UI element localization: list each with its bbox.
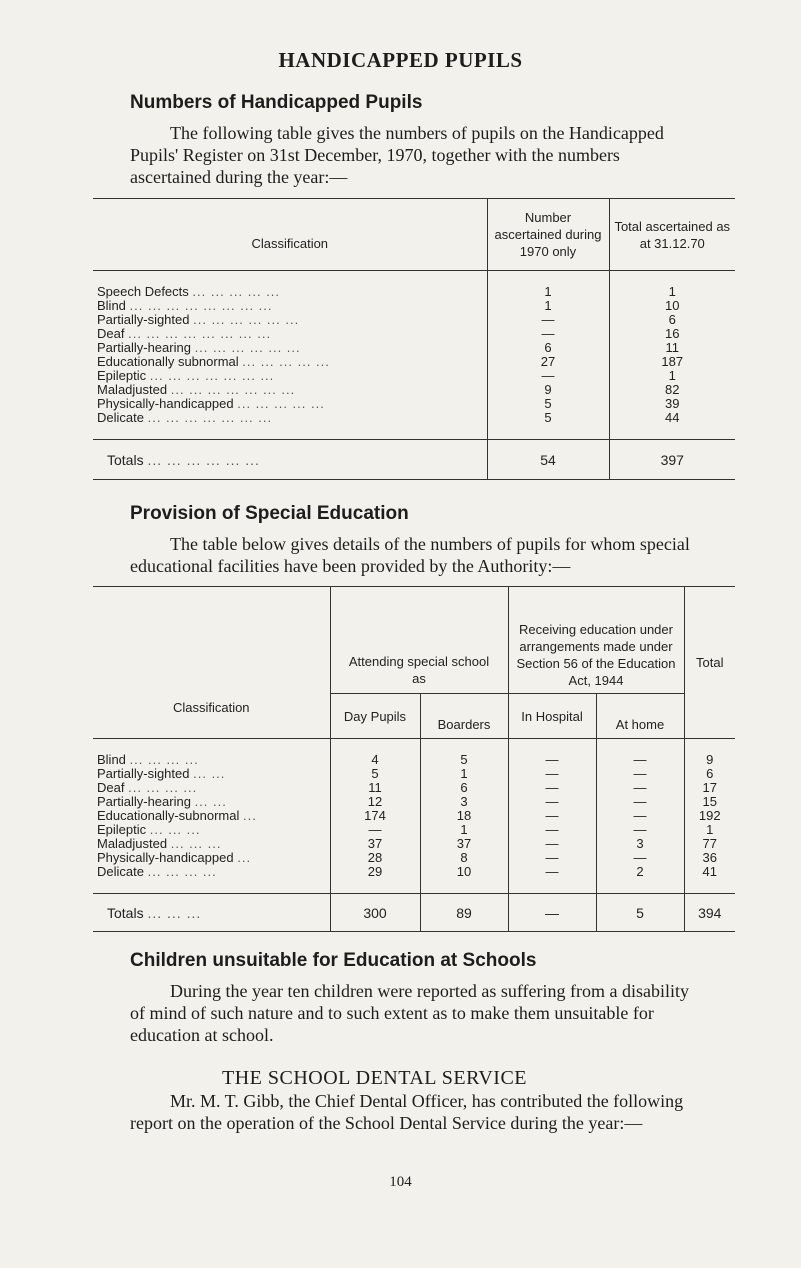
section-heading-numbers: Numbers of Handicapped Pupils xyxy=(130,92,423,113)
cell-ascertained: 6 xyxy=(487,341,609,355)
cell-total: 44 xyxy=(609,411,735,425)
cell-day: 28 xyxy=(330,851,420,865)
cell-boarders: 3 xyxy=(420,795,508,809)
cell-total: 11 xyxy=(609,341,735,355)
cell-total: 10 xyxy=(609,299,735,313)
page-number: 104 xyxy=(389,1174,412,1190)
section-heading-provision: Provision of Special Education xyxy=(130,503,409,524)
cell-boarders: 1 xyxy=(420,767,508,781)
section-heading-unsuitable: Children unsuitable for Education at Schools xyxy=(130,950,537,971)
cell-hospital: — xyxy=(508,795,596,809)
totals-boarders: 89 xyxy=(420,894,508,932)
cell-day: 4 xyxy=(330,753,420,767)
cell-ascertained: — xyxy=(487,369,609,383)
totals-total: 397 xyxy=(609,440,735,480)
col-header-day-pupils: Day Pupils xyxy=(330,694,420,739)
totals-row xyxy=(93,440,735,480)
row-label: Epileptic ... ... ... ... ... ... ... xyxy=(97,368,275,383)
table-row xyxy=(93,299,735,313)
cell-day: 11 xyxy=(330,781,420,795)
cell-total: 6 xyxy=(684,767,735,781)
table-row xyxy=(93,781,735,795)
section-intro-provision: The table below gives details of the numbers of pupils for whom special educational facilities have been provided by the Authority:— xyxy=(130,534,690,576)
totals-label: Totals ... ... ... xyxy=(107,904,202,921)
table-row xyxy=(93,809,735,823)
totals-label: Totals ... ... ... ... ... ... xyxy=(107,451,260,468)
cell-home: — xyxy=(596,809,684,823)
cell-boarders: 18 xyxy=(420,809,508,823)
cell-total: 1 xyxy=(609,285,735,299)
cell-boarders: 5 xyxy=(420,753,508,767)
col-header-in-hospital: In Hospital xyxy=(508,694,596,739)
cell-total: 15 xyxy=(684,795,735,809)
cell-boarders: 1 xyxy=(420,823,508,837)
cell-day: 174 xyxy=(330,809,420,823)
col-header-total: Total xyxy=(684,587,735,739)
row-label: Deaf ... ... ... ... ... ... ... ... xyxy=(97,326,272,341)
row-label: Partially-sighted ... ... xyxy=(97,766,226,781)
row-label: Blind ... ... ... ... xyxy=(97,752,199,767)
cell-hospital: — xyxy=(508,767,596,781)
totals-row xyxy=(93,894,735,932)
cell-boarders: 10 xyxy=(420,865,508,879)
col-header-ascertained: Number ascertained during 1970 only xyxy=(487,199,609,271)
cell-day: 5 xyxy=(330,767,420,781)
row-label: Delicate ... ... ... ... ... ... ... xyxy=(97,410,273,425)
cell-day: 37 xyxy=(330,837,420,851)
cell-ascertained: 1 xyxy=(487,299,609,313)
cell-total: 192 xyxy=(684,809,735,823)
cell-day: — xyxy=(330,823,420,837)
row-label: Maladjusted ... ... ... ... ... ... ... xyxy=(97,382,296,397)
col-header-boarders: Boarders xyxy=(420,694,508,739)
cell-hospital: — xyxy=(508,851,596,865)
table-row xyxy=(93,285,735,299)
cell-home: — xyxy=(596,781,684,795)
row-label: Maladjusted ... ... ... xyxy=(97,836,222,851)
row-label: Delicate ... ... ... ... xyxy=(97,864,217,879)
section-text-unsuitable: During the year ten children were reported as suffering from a disability of mind of such nature and to such extent as to make them unsuitable for education at school. xyxy=(130,981,689,1045)
row-label: Physically-handicapped ... xyxy=(97,850,252,865)
cell-day: 12 xyxy=(330,795,420,809)
cell-ascertained: 1 xyxy=(487,285,609,299)
totals-ascertained: 54 xyxy=(487,440,609,480)
section-intro-numbers: The following table gives the numbers of pupils on the Handicapped Pupils' Register on 31st December, 1970, together with the numbers ascertained during the year:— xyxy=(130,123,664,187)
totals-hospital: — xyxy=(508,894,596,932)
cell-home: — xyxy=(596,795,684,809)
cell-hospital: — xyxy=(508,753,596,767)
table-row xyxy=(93,823,735,837)
cell-home: — xyxy=(596,767,684,781)
totals-day: 300 xyxy=(330,894,420,932)
col-header-at-home: At home xyxy=(596,694,684,739)
table-row xyxy=(93,795,735,809)
cell-total: 41 xyxy=(684,865,735,879)
row-label: Speech Defects ... ... ... ... ... xyxy=(97,284,281,299)
cell-ascertained: — xyxy=(487,313,609,327)
cell-total: 6 xyxy=(609,313,735,327)
table-row xyxy=(93,767,735,781)
cell-day: 29 xyxy=(330,865,420,879)
cell-home: — xyxy=(596,851,684,865)
page-title: HANDICAPPED PUPILS xyxy=(278,48,523,72)
cell-hospital: — xyxy=(508,781,596,795)
table-row xyxy=(93,383,735,397)
cell-ascertained: 9 xyxy=(487,383,609,397)
row-label: Epileptic ... ... ... xyxy=(97,822,201,837)
cell-home: 3 xyxy=(596,837,684,851)
table-row xyxy=(93,851,735,865)
table-row xyxy=(93,837,735,851)
cell-home: — xyxy=(596,823,684,837)
cell-total: 1 xyxy=(684,823,735,837)
cell-ascertained: 5 xyxy=(487,411,609,425)
cell-total: 1 xyxy=(609,369,735,383)
row-label: Educationally-subnormal ... xyxy=(97,808,257,823)
row-label: Deaf ... ... ... ... xyxy=(97,780,198,795)
cell-ascertained: — xyxy=(487,327,609,341)
cell-ascertained: 27 xyxy=(487,355,609,369)
table-row xyxy=(93,341,735,355)
row-label: Educationally subnormal ... ... ... ... ... xyxy=(97,354,330,369)
cell-total: 36 xyxy=(684,851,735,865)
totals-total: 394 xyxy=(684,894,735,932)
cell-boarders: 6 xyxy=(420,781,508,795)
cell-home: 2 xyxy=(596,865,684,879)
table-row xyxy=(93,865,735,879)
cell-boarders: 8 xyxy=(420,851,508,865)
cell-total: 9 xyxy=(684,753,735,767)
row-label: Blind ... ... ... ... ... ... ... ... xyxy=(97,298,273,313)
cell-total: 82 xyxy=(609,383,735,397)
cell-hospital: — xyxy=(508,823,596,837)
handicapped-register-table xyxy=(93,198,735,480)
cell-ascertained: 5 xyxy=(487,397,609,411)
table-row xyxy=(93,753,735,767)
table-row xyxy=(93,327,735,341)
cell-total: 187 xyxy=(609,355,735,369)
cell-hospital: — xyxy=(508,837,596,851)
cell-total: 77 xyxy=(684,837,735,851)
col-header-classification: Classification xyxy=(172,700,250,715)
table-row xyxy=(93,369,735,383)
col-header-classification: Classification xyxy=(251,236,329,251)
row-label: Partially-hearing ... ... xyxy=(97,794,227,809)
table-row xyxy=(93,397,735,411)
table-row xyxy=(93,355,735,369)
totals-home: 5 xyxy=(596,894,684,932)
col-header-receiving: Receiving education under arrangements made under Section 56 of the Education Act, 1944 xyxy=(508,587,684,694)
section-text-dental: Mr. M. T. Gibb, the Chief Dental Officer, has contributed the following report on the operation of the School Dental Service during the year:— xyxy=(130,1091,684,1133)
row-label: Partially-hearing ... ... ... ... ... ... xyxy=(97,340,301,355)
section-heading-dental: THE SCHOOL DENTAL SERVICE xyxy=(222,1067,528,1089)
cell-home: — xyxy=(596,753,684,767)
cell-hospital: — xyxy=(508,865,596,879)
cell-hospital: — xyxy=(508,809,596,823)
row-label: Physically-handicapped ... ... ... ... ... xyxy=(97,396,325,411)
row-label: Partially-sighted ... ... ... ... ... ... xyxy=(97,312,300,327)
cell-boarders: 37 xyxy=(420,837,508,851)
cell-total: 17 xyxy=(684,781,735,795)
col-header-total-ascertained: Total ascertained as at 31.12.70 xyxy=(609,199,735,271)
cell-total: 39 xyxy=(609,397,735,411)
table-row xyxy=(93,313,735,327)
col-header-attending: Attending special school as xyxy=(330,587,508,694)
cell-total: 16 xyxy=(609,327,735,341)
table-row xyxy=(93,411,735,425)
special-education-table xyxy=(93,586,735,932)
